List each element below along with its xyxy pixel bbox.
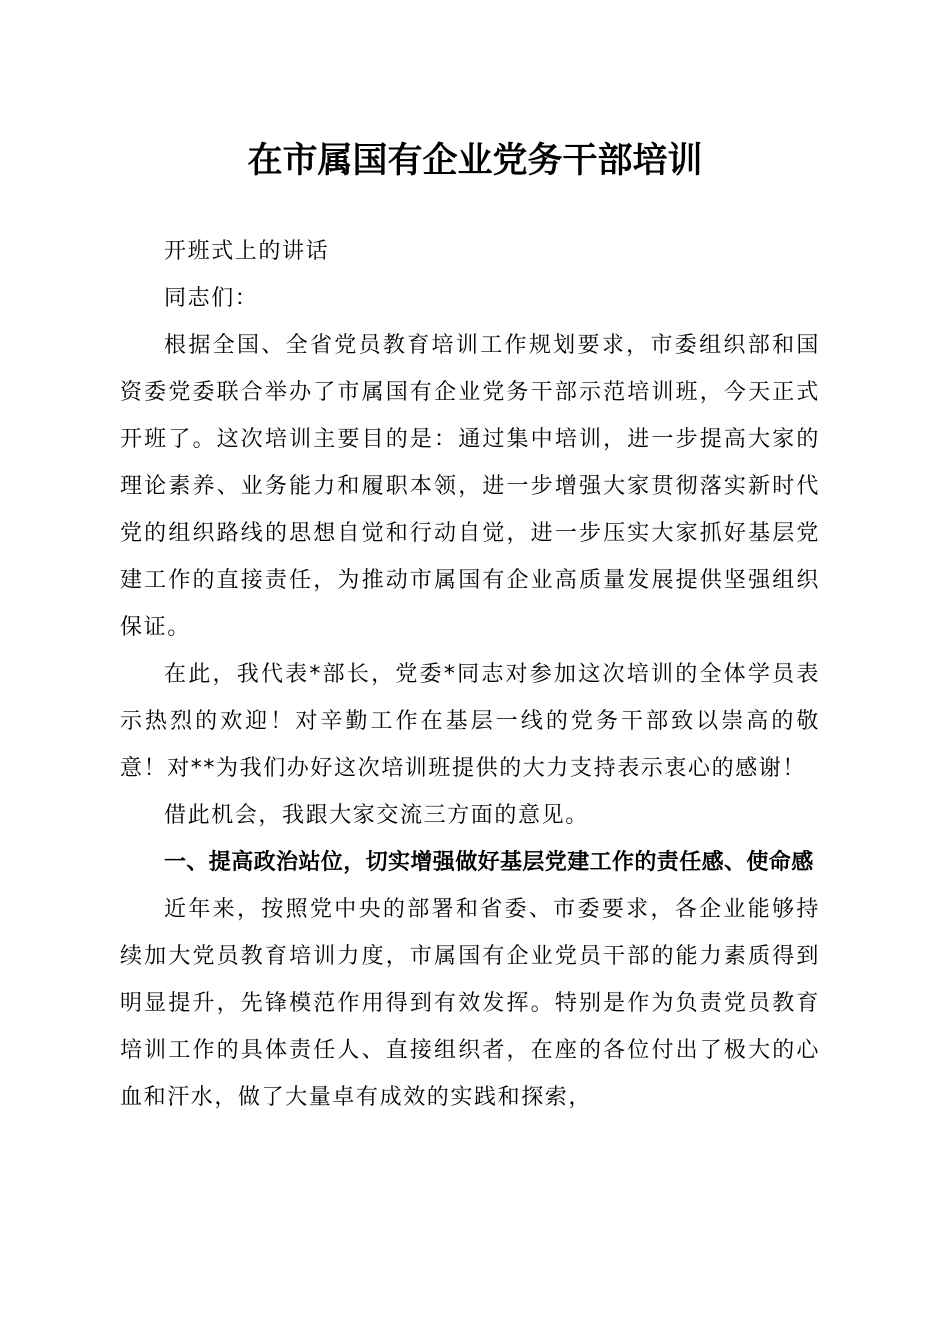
section-body-paragraph: 近年来，按照党中央的部署和省委、市委要求，各企业能够持续加大党员教育培训力度，市属国有企业党员干部的能力素质得到明显提升，先锋模范作用得到有效发挥。特别是作为负责党员教育培训工作的具体责任人、直接组织者，在座的各位付出了极大的心血和汗水，做了大量卓有成效的实践和探索， [120,897,820,1110]
section-heading: 一、提高政治站位，切实增强做好基层党建工作的责任感、使命感 [164,850,814,875]
subtitle-paragraph: 开班式上的讲话 [164,239,330,264]
salutation-paragraph: 同志们： [164,286,259,311]
body-paragraph: 借此机会，我跟大家交流三方面的意见。 [164,803,589,828]
document-title: 在市属国有企业党务干部培训 [247,140,703,181]
document-body [120,228,820,1121]
body-paragraph: 在此，我代表*部长，党委*同志对参加这次培训的全体学员表示热烈的欢迎！对辛勤工作在基层一线的党务干部致以崇高的敬意！对**为我们办好这次培训班提供的大力支持表示衷心的感谢！ [120,662,820,781]
body-paragraph: 根据全国、全省党员教育培训工作规划要求，市委组织部和国资委党委联合举办了市属国有企业党务干部示范培训班，今天正式开班了。这次培训主要目的是：通过集中培训，进一步提高大家的理论素养、业务能力和履职本领，进一步增强大家贯彻落实新时代党的组织路线的思想自觉和行动自觉，进一步压实大家抓好基层党建工作的直接责任，为推动市属国有企业高质量发展提供坚强组织保证。 [120,333,820,640]
